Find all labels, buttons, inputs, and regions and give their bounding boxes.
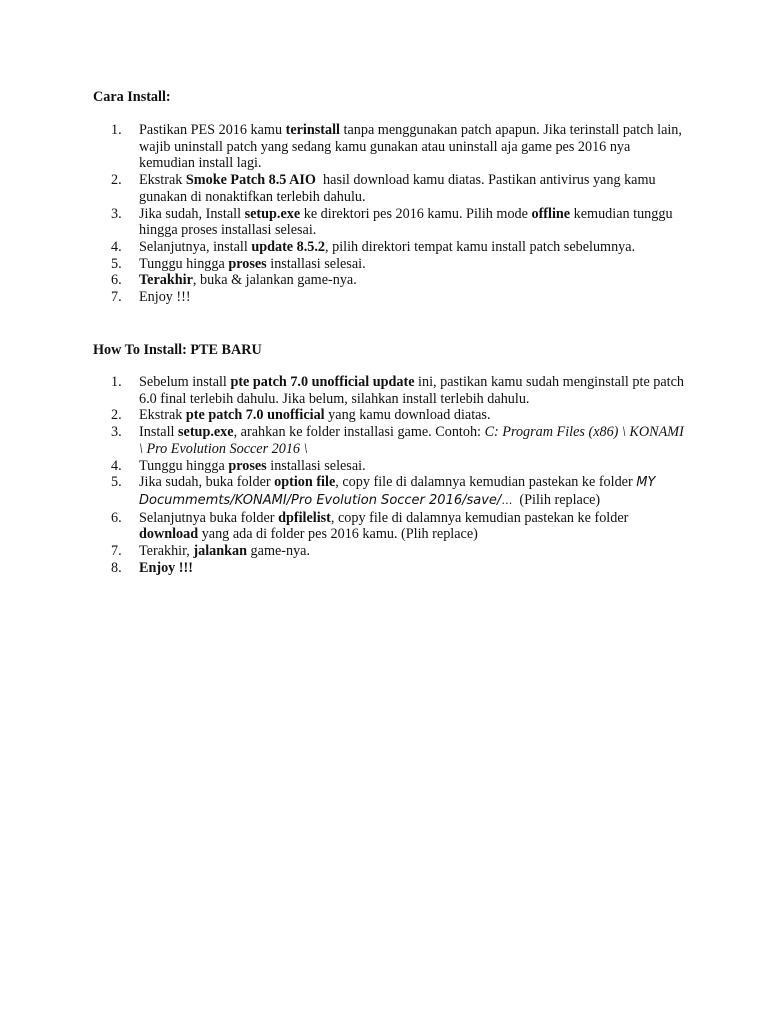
list-number: 2.	[111, 407, 122, 424]
step-bold-text: Smoke Patch 8.5 AIO	[185, 172, 316, 189]
step-text: Selanjutnya, install	[139, 238, 252, 255]
list-number: 5.	[111, 255, 122, 272]
step-bold-text: terinstall	[285, 122, 340, 138]
step-text: installasi selesai.	[266, 255, 366, 272]
step-text: hasil download kamu diatas. Pastikan antivirus yang kamu gunakan di nonaktifkan terlebih dahulu.	[139, 172, 660, 205]
list-item	[111, 289, 689, 306]
step-text: yang ada di folder pes 2016 kamu. (Plih replace)	[198, 526, 478, 543]
step-text: , pilih direktori tempat kamu install patch sebelumnya.	[325, 238, 636, 255]
step-text: ini, pastikan kamu sudah menginstall pte patch 6.0 final terlebih dahulu. Jika belum, silahkan install terlebih dahulu.	[139, 374, 685, 407]
list-number: 3.	[111, 424, 122, 441]
list-number: 1.	[111, 374, 122, 390]
list-item	[111, 205, 689, 239]
list-number: 4.	[111, 238, 122, 255]
list-number: 8.	[111, 559, 122, 576]
list-item	[111, 122, 689, 172]
step-text: game-nya.	[247, 543, 311, 560]
list-item	[111, 509, 689, 543]
step-text: ke direktori pes 2016 kamu. Pilih mode	[300, 205, 532, 222]
step-bold-text: setup.exe	[244, 205, 301, 222]
step-bold-text: pte patch 7.0 unofficial	[185, 407, 325, 424]
ellipsis-text: …	[501, 493, 513, 507]
step-text: Sebelum install	[139, 374, 231, 390]
step-bold-text: offline	[531, 205, 571, 222]
list-item	[111, 424, 689, 457]
step-bold-text: option file	[274, 474, 336, 491]
install-steps-list	[111, 122, 689, 306]
step-bold-text: proses	[228, 255, 267, 272]
step-text: , buka & jalankan game-nya.	[192, 272, 357, 289]
step-bold-text: pte patch 7.0 unofficial update	[230, 374, 415, 390]
list-number: 5.	[111, 474, 122, 491]
step-bold-text: download	[139, 526, 199, 543]
pte-install-steps-list	[111, 374, 689, 576]
list-number: 7.	[111, 543, 122, 560]
step-text: Terakhir,	[139, 543, 194, 560]
step-text: tanpa menggunakan patch apapun. Jika terinstall patch lain, wajib uninstall patch yang sedang kamu gunakan atau uninstall aja game pes 2016 nya kemudian install lagi.	[139, 122, 682, 172]
step-text: installasi selesai.	[266, 457, 366, 474]
step-text: Ekstrak	[139, 172, 186, 189]
folder-path-text: MY Docummemts/KONAMI/Pro Evolution Soccer 2016/save/	[139, 475, 656, 508]
step-text: Jika sudah, Install	[139, 205, 245, 222]
step-bold-text: jalankan	[193, 543, 247, 560]
step-text: , copy file di dalamnya kemudian pastekan ke folder	[330, 509, 629, 526]
list-number: 3.	[111, 205, 122, 222]
section-heading-how-to-install: How To Install: PTE BARU	[93, 342, 262, 358]
step-bold-text: proses	[228, 457, 267, 474]
list-item	[111, 172, 689, 205]
step-bold-text: update 8.5.2	[251, 238, 326, 255]
step-text: Ekstrak	[139, 407, 186, 424]
step-text: yang kamu download diatas.	[324, 407, 491, 424]
list-item	[111, 407, 689, 424]
list-item	[111, 255, 689, 273]
list-item	[111, 374, 689, 407]
step-bold-text: dpfilelist	[278, 509, 331, 526]
list-number: 2.	[111, 172, 122, 189]
step-text: kemudian tunggu hingga proses installasi selesai.	[139, 205, 673, 239]
step-text: Install	[139, 424, 179, 441]
list-item	[111, 238, 689, 256]
list-number: 4.	[111, 457, 122, 474]
step-text: Pastikan PES 2016 kamu	[139, 122, 286, 138]
example-path-text: C: Program Files (x86) \ KONAMI \ Pro Evolution Soccer 2016 \	[139, 424, 684, 457]
list-number: 6.	[111, 509, 122, 526]
list-number: 7.	[111, 289, 122, 306]
step-text: Tunggu hingga	[139, 255, 229, 272]
step-bold-text: setup.exe	[178, 424, 234, 441]
step-text: , copy file di dalamnya kemudian pastekan ke folder	[335, 474, 637, 491]
step-bold-text: Terakhir	[139, 272, 193, 289]
list-number: 6.	[111, 272, 122, 289]
step-text: Selanjutnya buka folder	[139, 509, 279, 526]
list-item	[111, 559, 689, 577]
list-number: 1.	[111, 122, 122, 138]
step-text: (Pilih replace)	[512, 491, 601, 508]
list-item	[111, 543, 689, 560]
section-heading-cara-install: Cara Install:	[93, 89, 171, 105]
step-text: Jika sudah, buka folder	[139, 474, 275, 491]
list-item	[111, 272, 689, 289]
step-bold-text: Enjoy !!!	[139, 559, 193, 576]
step-text: , arahkan ke folder installasi game. Contoh:	[233, 424, 485, 441]
list-item	[111, 474, 689, 509]
list-item	[111, 457, 689, 475]
step-text: Enjoy !!!	[139, 289, 191, 306]
step-text: Tunggu hingga	[139, 457, 229, 474]
